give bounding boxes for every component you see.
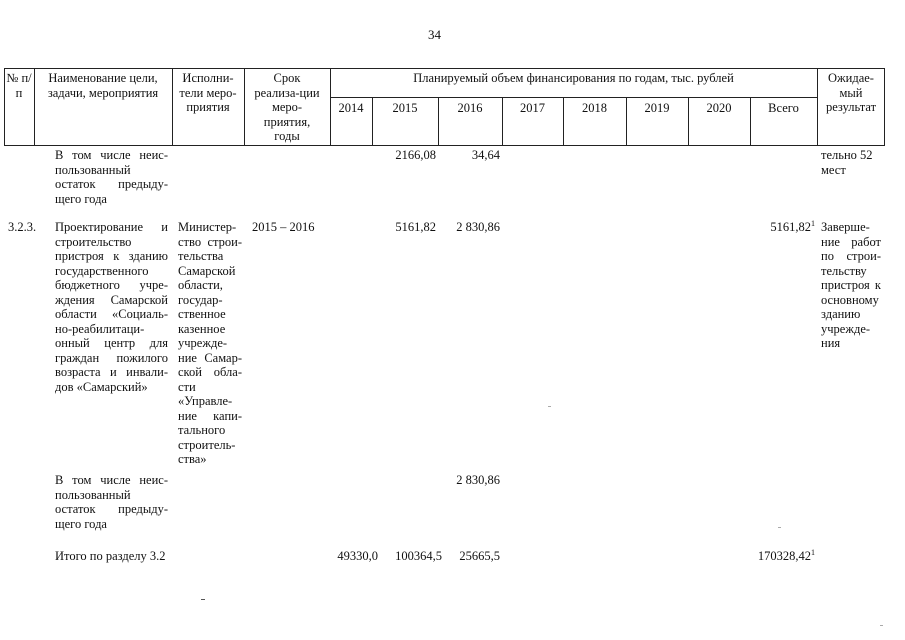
header-num: № п/п (6, 71, 32, 100)
section-total-label: Итого по разделу 3.2 (55, 549, 166, 563)
section-total-2016: 25665,5 (459, 549, 500, 563)
year-2018: 2018 (582, 101, 607, 115)
header-period: Срок реализа-ции меро-приятия, годы (254, 71, 320, 143)
page-number: 34 (428, 27, 441, 42)
row-1-period: 2015 – 2016 (252, 220, 315, 234)
scan-speck (201, 599, 205, 600)
year-2014: 2014 (338, 101, 364, 115)
header-result: Ожидае-мый результат (825, 71, 877, 114)
year-2019: 2019 (644, 101, 670, 115)
year-total: Всего (768, 101, 799, 115)
header-executor: Исполни-тели меро-приятия (179, 71, 237, 114)
row-0-name: В том числе неис-пользованный остаток предыду-щего года (55, 148, 168, 206)
scan-speck (548, 406, 551, 407)
year-2017: 2017 (520, 101, 545, 115)
section-total-2014: 49330,0 (337, 549, 378, 563)
row-1-value-2016: 2 830,86 (456, 220, 500, 234)
row-1-executor: Министер-ство строи-тельства Самарской области, государ-ственное казенное учрежде-ние Самар-ской обла-сти «Управле-ние капи-тального строитель-ства» (178, 220, 242, 466)
scan-speck (880, 625, 883, 626)
row-1-name: Проектирование и строительство пристроя к зданию государственного бюджетного учре-ждения Самарской области «Социаль-но-реабилитаци-онный центр для граждан пожилого возраста и инвали-дов «Самарский» (55, 220, 168, 394)
year-2020: 2020 (706, 101, 732, 115)
year-2016: 2016 (457, 101, 483, 115)
row-1-result: Заверше-ние работ по строи-тельству пристроя к основному зданию учрежде-ния (821, 220, 881, 350)
row-0-value-2015: 2166,08 (395, 148, 436, 162)
row-1-value-2015: 5161,82 (395, 220, 436, 234)
row-1-value-total: 5161,82$^1$ (770, 218, 815, 234)
year-2015: 2015 (392, 101, 418, 115)
row-1-num: 3.2.3. (8, 220, 37, 234)
row-0-result: тельно 52 мест (821, 148, 873, 177)
section-total-all: 170328,42$^1$ (757, 547, 815, 563)
section-total-2015: 100364,5 (395, 549, 442, 563)
row-2-value-2016: 2 830,86 (456, 473, 500, 487)
row-2-name: В том числе неис-пользованный остаток предыду-щего года (55, 473, 168, 531)
header-funding-title: Планируемый объем финансирования по годам, тыс. рублей (413, 71, 734, 85)
header-name: Наименование цели, задачи, мероприятия (47, 71, 159, 100)
scan-speck (778, 527, 781, 528)
row-0-value-2016: 34,64 (471, 148, 500, 162)
